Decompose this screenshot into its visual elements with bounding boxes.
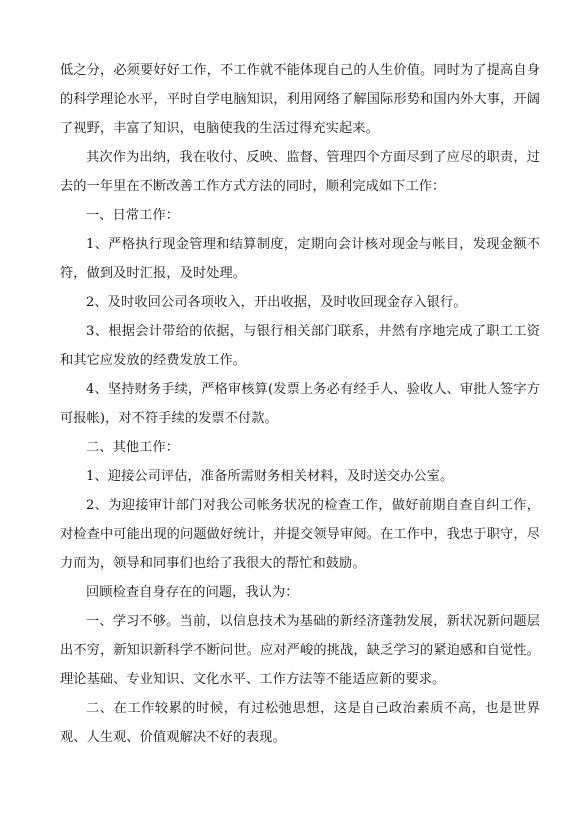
section-heading-daily-work: 一、日常工作： [86,208,180,223]
paragraph-daily-item-4: 4、坚持财务手续，严格审核算(发票上务必有经手人、验收人、审批人签字方可报帐)，对不符手续的发票不付款。 [60,382,540,426]
paragraph-problem-2: 二、在工作较累的时候，有过松弛思想，这是自己政治素质不高，也是世界观、人生观、价值观解决不好的表现。 [60,701,540,745]
paragraph-other-item-2: 2、为迎接审计部门对我公司帐务状况的检查工作，做好前期自查自纠工作，对检查中可能出现的问题做好统计，并提交领导审阅。在工作中，我忠于职守，尽力而为，领导和同事们也给了我很大的帮忙和鼓励。 [60,498,540,571]
paragraph-2: 其次作为出纳，我在收付、反映、监督、管理四个方面尽到了应尽的职责，过去的一年里在不断改善工作方式方法的同时，顺利完成如下工作： [60,150,540,194]
paragraph-problem-1: 一、学习不够。当前，以信息技术为基础的新经济蓬勃发展，新状况新问题层出不穷，新知识新科学不断问世。应对严峻的挑战，缺乏学习的紧迫感和自觉性。理论基础、专业知识、文化水平、工作方法等不能适应新的要求。 [60,614,540,687]
section-heading-other-work: 二、其他工作： [86,440,180,455]
paragraph-review-intro: 回顾检查自身存在的问题，我认为： [86,585,299,600]
paragraph-daily-item-2: 2、及时收回公司各项收入，开出收据，及时收回现金存入银行。 [86,295,467,310]
paragraph-daily-item-3: 3、根据会计带给的依据，与银行相关部门联系，井然有序地完成了职工工资和其它应发放的经费发放工作。 [60,324,540,368]
paragraph-other-item-1: 1、迎接公司评估，准备所需财务相关材料，及时送交办公室。 [86,469,454,484]
paragraph-1: 低之分，必须要好好工作，不工作就不能体现自己的人生价值。同时为了提高自身的科学理论水平，平时自学电脑知识，利用网络了解国际形势和国内外大事，开阔了视野，丰富了知识，电脑使我的生活过得充实起来。 [60,63,540,136]
paragraph-daily-item-1: 1、严格执行现金管理和结算制度，定期向会计核对现金与帐目，发现金额不符，做到及时汇报，及时处理。 [60,237,540,281]
